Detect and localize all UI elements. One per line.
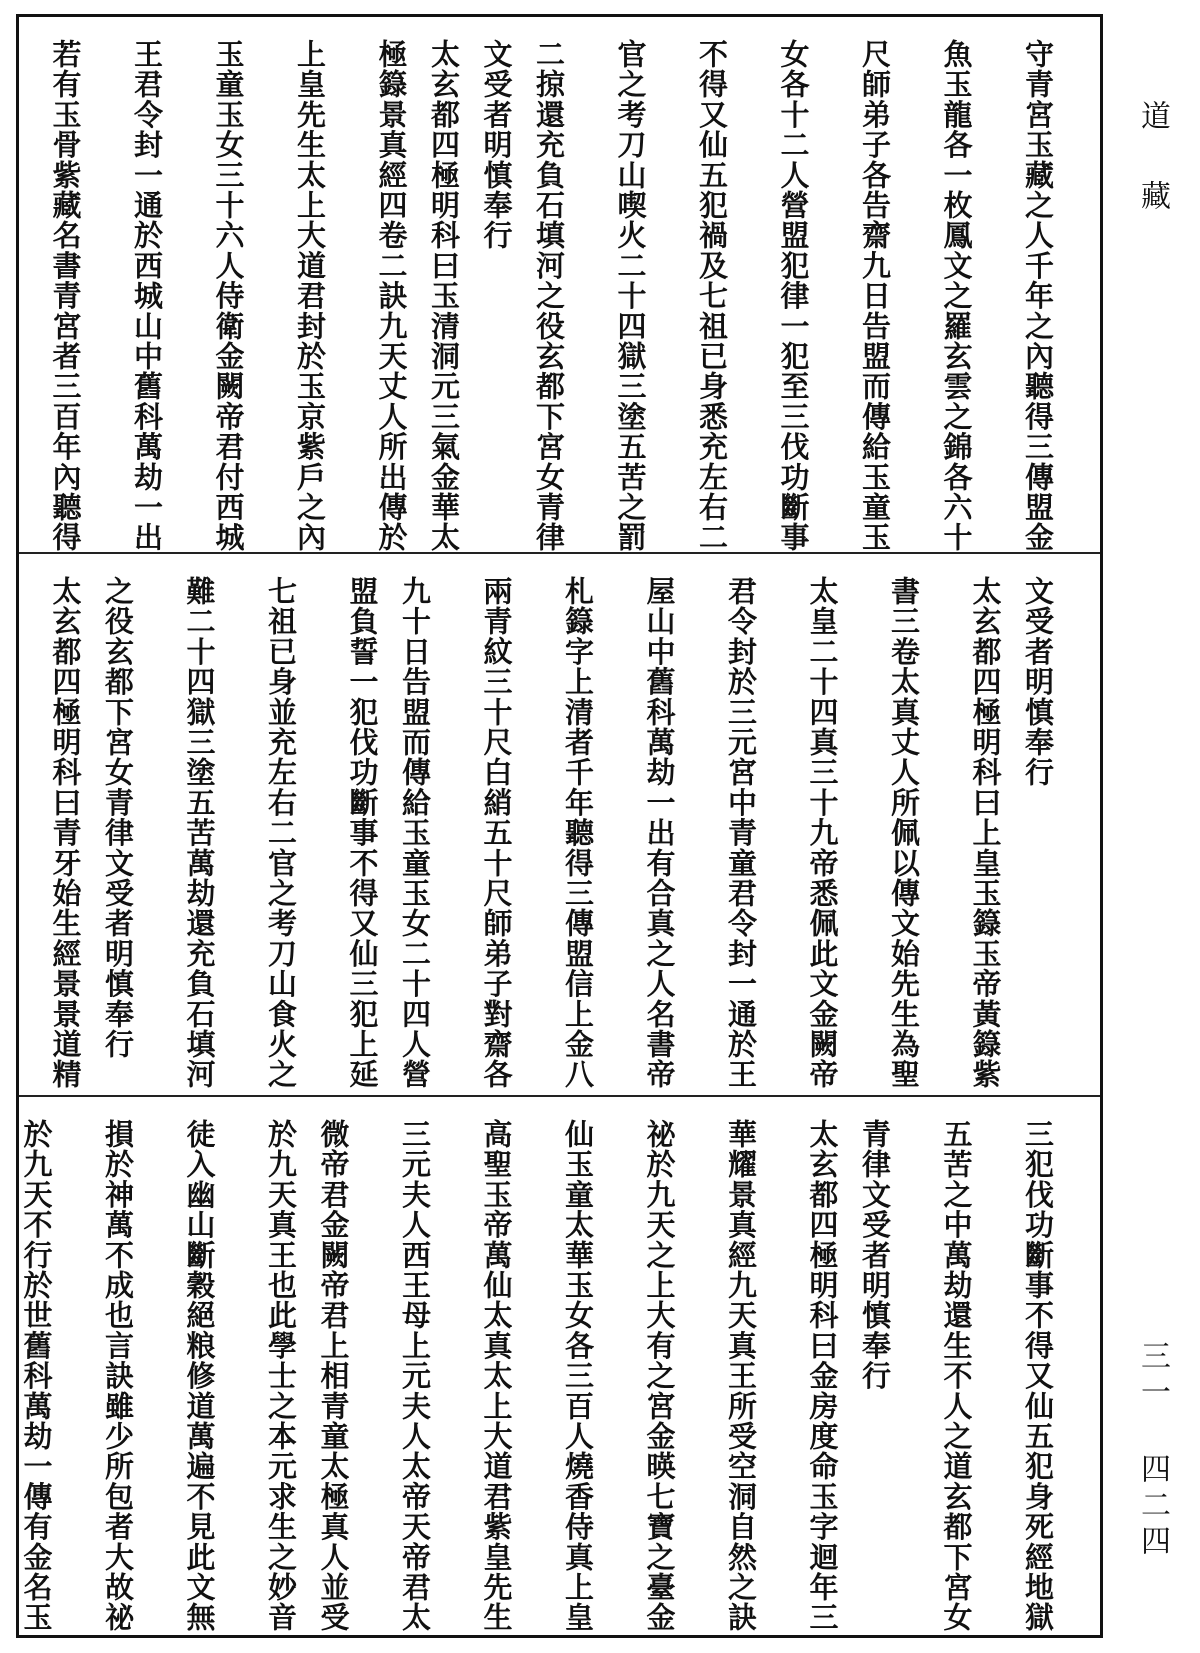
text-column: 二掠還充負石填河之役玄都下宮女青律 bbox=[532, 39, 566, 553]
page-frame bbox=[16, 14, 1103, 1638]
text-column: 之役玄都下宮女青律文受者明慎奉行 bbox=[101, 576, 135, 1060]
text-column: 五苦之中萬劫還生不人之道玄都下宮女 bbox=[939, 1119, 974, 1633]
text-column: 極籙景真經四卷二訣九天丈人所出傳於 bbox=[374, 39, 409, 553]
text-column: 祕於九天之上大有之宮金暎七寶之臺金 bbox=[642, 1119, 677, 1633]
text-block bbox=[19, 1119, 1064, 1633]
text-column: 書三卷太真丈人所佩以傳文始先生為聖 bbox=[887, 576, 921, 1090]
text-block bbox=[48, 39, 1064, 553]
text-column: 徒入幽山斷穀絕粮修道萬遍不見此文無 bbox=[182, 1119, 217, 1633]
text-column: 君令封於三元宮中青童君令封一通於王 bbox=[724, 576, 758, 1090]
text-block bbox=[48, 576, 1064, 1090]
text-column bbox=[0, 576, 39, 1085]
text-column: 不得又仙五犯禍及七祖已身悉充左右二 bbox=[695, 39, 729, 553]
text-column: 太皇二十四真三十九帝悉佩此文金闕帝 bbox=[805, 576, 840, 1090]
text-column: 文受者明慎奉行 bbox=[479, 39, 514, 251]
text-column: 女各十二人營盟犯律一犯至三伐功斷事 bbox=[776, 39, 811, 553]
text-column: 守青宮玉藏之人千年之內聽得三傳盟金 bbox=[1021, 39, 1055, 553]
text-column: 若有玉骨紫藏名書青宮者三百年內聽得 bbox=[48, 39, 83, 553]
text-column: 仙玉童太華玉女各三百人燒香侍真上皇 bbox=[561, 1119, 595, 1633]
text-column: 高聖玉帝萬仙太真太上大道君紫皇先生 bbox=[479, 1119, 514, 1633]
text-panel-bottom bbox=[19, 1095, 1100, 1635]
margin-page-number: 三一 四二四 bbox=[1135, 1340, 1170, 1561]
text-column: 屋山中舊科萬劫一出有合真之人名書帝 bbox=[642, 576, 677, 1090]
text-column: 文受者明慎奉行 bbox=[1021, 576, 1055, 788]
text-column: 兩青紋三十尺白綃五十尺師弟子對齋各 bbox=[479, 576, 514, 1090]
text-column: 於九天真王也此學士之本元求生之妙音 bbox=[264, 1119, 298, 1633]
text-column: 札籙字上清者千年聽得三傳盟信上金八 bbox=[561, 576, 595, 1090]
margin-title: 道藏 bbox=[1135, 100, 1170, 260]
text-column bbox=[0, 39, 39, 542]
text-column: 三元夫人西王母上元夫人太帝天帝君太 bbox=[398, 1119, 432, 1633]
text-column: 太玄都四極明科曰玉清洞元三氣金華太 bbox=[427, 39, 461, 553]
text-column: 損於神萬不成也言訣雖少所包者大故祕 bbox=[101, 1119, 135, 1633]
text-column: 太玄都四極明科曰金房度命玉字迴年三 bbox=[805, 1119, 840, 1633]
text-column: 三犯伐功斷事不得又仙五犯身死經地獄 bbox=[1021, 1119, 1055, 1633]
text-column: 九十日告盟而傳給玉童玉女二十四人營 bbox=[398, 576, 432, 1090]
text-column bbox=[0, 1119, 10, 1625]
text-column: 官之考刀山喫火二十四獄三塗五苦之罰 bbox=[613, 39, 648, 553]
text-column: 王君令封一通於西城山中舊科萬劫一出 bbox=[130, 39, 164, 553]
text-column: 尺師弟子各告齋九日告盟而傳給玉童玉 bbox=[858, 39, 892, 553]
text-column: 青律文受者明慎奉行 bbox=[858, 1119, 892, 1391]
text-column: 華耀景真經九天真王所受空洞自然之訣 bbox=[724, 1119, 758, 1633]
text-column: 於九天不行於世舊科萬劫一傳有金名玉 bbox=[19, 1119, 54, 1633]
text-panel-top bbox=[19, 17, 1100, 552]
text-column: 盟負誓一犯伐功斷事不得又仙三犯上延 bbox=[345, 576, 380, 1090]
text-panel-middle bbox=[19, 552, 1100, 1095]
text-column: 上皇先生太上大道君封於玉京紫戶之內 bbox=[293, 39, 327, 553]
text-column: 玉童玉女三十六人侍衛金闕帝君付西城 bbox=[211, 39, 246, 553]
text-column: 太玄都四極明科曰青牙始生經景景道精 bbox=[48, 576, 83, 1090]
text-column: 難二十四獄三塗五苦萬劫還充負石填河 bbox=[182, 576, 217, 1090]
text-column: 魚玉龍各一枚鳳文之羅玄雲之錦各六十 bbox=[939, 39, 974, 553]
text-column: 微帝君金闕帝君上相青童太極真人並受 bbox=[316, 1119, 351, 1633]
text-column: 七祖已身並充左右二官之考刀山食火之 bbox=[264, 576, 298, 1090]
text-column: 太玄都四極明科曰上皇玉籙玉帝黃籙紫 bbox=[968, 576, 1003, 1090]
